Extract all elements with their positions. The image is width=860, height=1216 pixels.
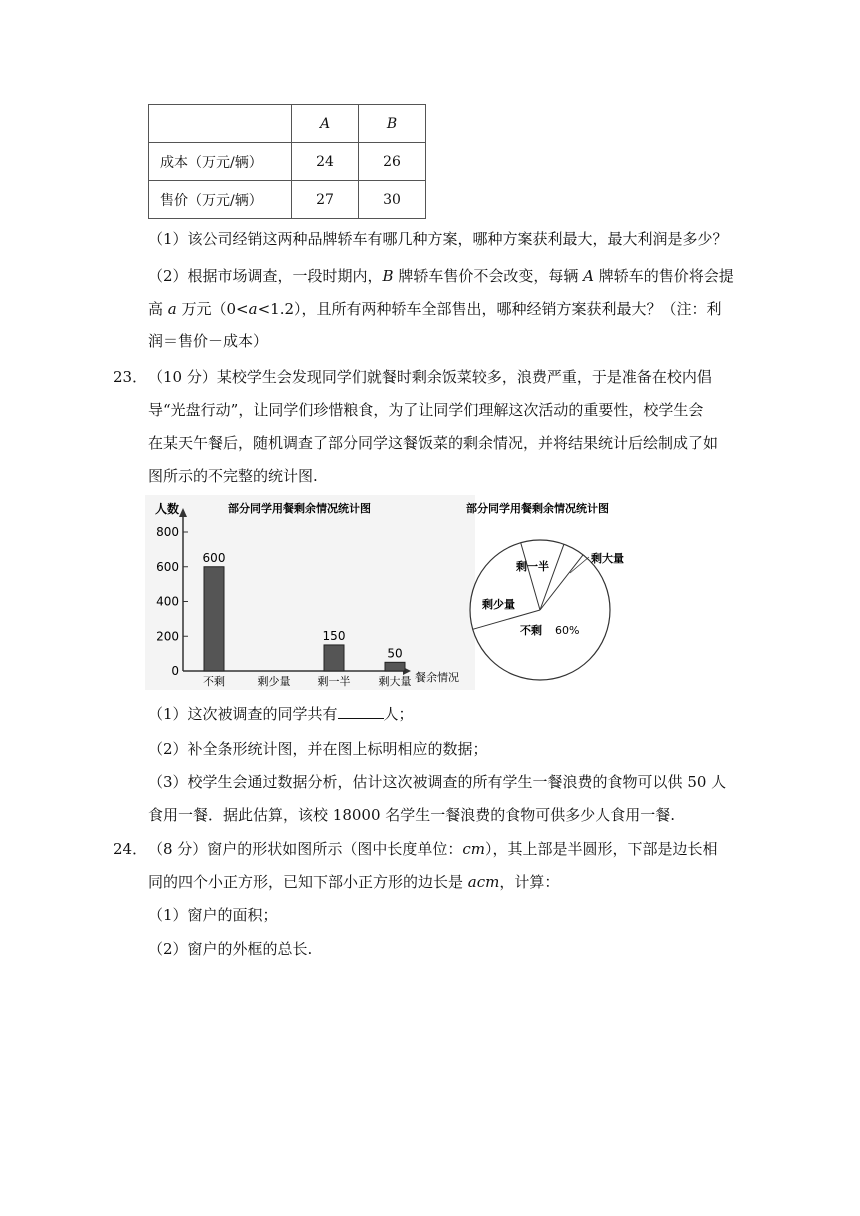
- q24-sub2: （2）窗户的外框的总长.: [148, 940, 313, 958]
- x-tick-label: 剩大量: [378, 675, 412, 688]
- text: B: [382, 267, 394, 285]
- bar-不剩: [204, 567, 224, 671]
- table-cell: 30: [359, 181, 426, 219]
- pie-percent-label: 60%: [555, 624, 580, 637]
- text: acm: [467, 873, 500, 891]
- text: （2）根据市场调查，一段时期内，: [148, 267, 383, 285]
- text: 牌轿车售价不会改变，每辆: [393, 267, 584, 285]
- table-row: [149, 143, 426, 181]
- text: （8 分）窗户的形状如图所示（图中长度单位：: [148, 840, 463, 858]
- y-tick-label: 400: [156, 594, 179, 609]
- q24-line2: [148, 871, 559, 892]
- q22-part2-line3: 润＝售价－成本）: [148, 332, 269, 350]
- text: 万元（0<: [176, 300, 249, 318]
- q24-sub1: （1）窗户的面积；: [148, 906, 278, 924]
- pie-label-剩一半: 剩一半: [516, 560, 549, 573]
- text: 人；: [383, 705, 414, 723]
- q22-part2-line2: [148, 298, 722, 319]
- y-tick-label: 200: [156, 629, 179, 644]
- q23-line1: （10 分）某校学生会发现同学们就餐时剩余饭菜较多，浪费严重，于是准备在校内倡: [148, 368, 712, 386]
- table-row: [149, 181, 426, 219]
- table-row: [149, 105, 426, 143]
- text: ，计算：: [499, 873, 560, 891]
- text: 高: [148, 300, 168, 318]
- text: ），其上部是半圆形，下部是边长相: [484, 840, 718, 858]
- table-cell: 27: [292, 181, 359, 219]
- bar-chart: [145, 495, 475, 690]
- q24-number: 24．: [113, 840, 148, 858]
- q23-sub3-line2: 食用一餐．据此估算，该校 18000 名学生一餐浪费的食物可供多少人食用一餐.: [148, 806, 676, 824]
- bar-剩大量: [385, 662, 405, 671]
- bar-value-label: 50: [387, 646, 403, 661]
- text: a: [248, 300, 258, 318]
- text: <1.2），且所有两种轿车全部售出，哪种经销方案获利最大？（注：利: [257, 300, 722, 318]
- x-tick-label: 剩一半: [317, 675, 351, 688]
- x-tick-label: 不剩: [203, 675, 225, 688]
- bar-剩一半: [324, 645, 344, 671]
- q23-sub1: [148, 703, 414, 724]
- answer-blank: [338, 704, 384, 719]
- pie-label-剩大量: 剩大量: [591, 552, 624, 565]
- q23-line2: 导“光盘行动”，让同学们珍惜粮食，为了让同学们理解这次活动的重要性，校学生会: [148, 401, 704, 419]
- q22-part2-line1: [148, 265, 734, 286]
- bar-chart-title: 部分同学用餐剩余情况统计图: [228, 502, 371, 515]
- pie-label-不剩: 不剩: [520, 624, 542, 637]
- x-axis-label: 餐余情况: [415, 671, 459, 684]
- y-axis-label: 人数: [155, 502, 180, 516]
- pie-chart-title: 部分同学用餐剩余情况统计图: [466, 502, 609, 515]
- table-cell: 26: [359, 143, 426, 181]
- pie-chart: [460, 495, 640, 690]
- text: a: [167, 300, 177, 318]
- text: （1）这次被调查的同学共有: [148, 705, 338, 723]
- q23-sub3-line1: （3）校学生会通过数据分析，估计这次被调查的所有学生一餐浪费的食物可以供 50 人: [148, 773, 727, 791]
- bar-value-label: 600: [202, 550, 226, 565]
- text: 同的四个小正方形，已知下部小正方形的边长是: [148, 873, 468, 891]
- table-cell: 24: [292, 143, 359, 181]
- q22-part1: （1）该公司经销这两种品牌轿车有哪几种方案，哪种方案获利最大，最大利润是多少？: [148, 230, 728, 248]
- q23-number: 23．: [113, 368, 148, 386]
- pie-label-剩少量: 剩少量: [482, 598, 515, 611]
- y-tick-label: 800: [156, 525, 179, 539]
- table-row-label: 售价（万元/辆）: [149, 181, 292, 219]
- text: cm: [462, 840, 485, 858]
- bar-chart-background: [145, 495, 475, 690]
- table-cell: [149, 105, 292, 143]
- x-tick-label: 剩少量: [257, 675, 291, 688]
- y-tick-label: 0: [171, 664, 179, 678]
- q24-line1: [148, 838, 717, 859]
- table-header-a: A: [292, 105, 359, 143]
- text: A: [583, 267, 594, 285]
- bar-value-label: 150: [322, 628, 346, 643]
- table-row-label: 成本（万元/辆）: [149, 143, 292, 181]
- q23-line4: 图所示的不完整的统计图.: [148, 467, 318, 485]
- text: 牌轿车的售价将会提: [593, 267, 734, 285]
- y-tick-label: 600: [156, 559, 179, 574]
- cost-price-table: [148, 104, 426, 219]
- q23-line3: 在某天午餐后，随机调查了部分同学这餐饭菜的剩余情况，并将结果统计后绘制成了如: [148, 434, 719, 452]
- table-header-b: B: [359, 105, 426, 143]
- q23-sub2: （2）补全条形统计图，并在图上标明相应的数据；: [148, 740, 488, 758]
